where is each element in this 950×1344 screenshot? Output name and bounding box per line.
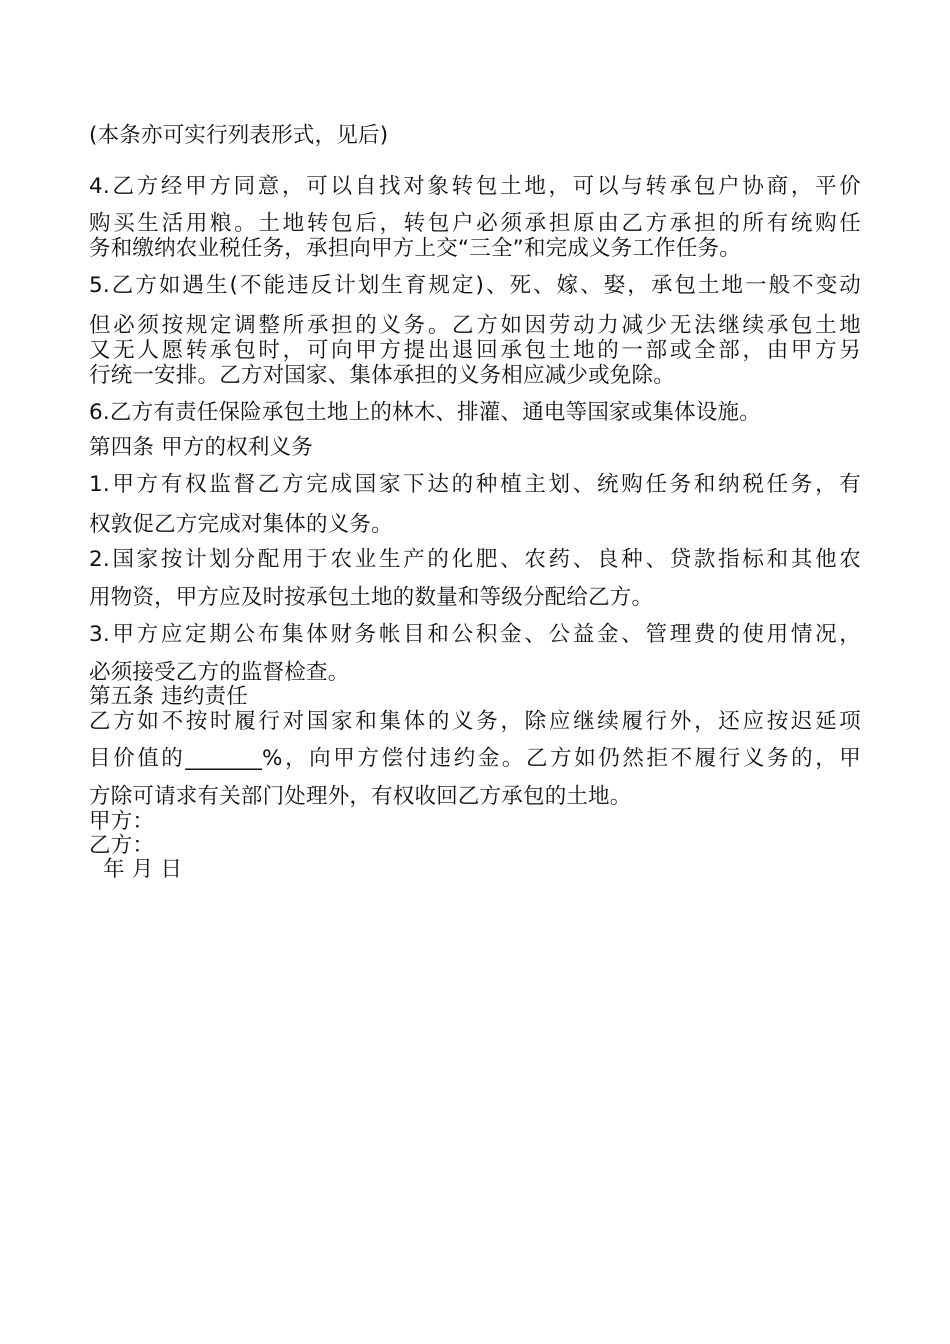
text-line: 乙方如不按时履行对国家和集体的义务，除应继续履行外，还应按迟延项 xyxy=(89,709,861,734)
signature-line-party-b: 乙方： xyxy=(89,833,155,858)
text-line: 务和缴纳农业税任务，承担向甲方上交“三全”和完成义务工作任务。 xyxy=(89,236,741,261)
text-line: 1.甲方有权监督乙方完成国家下达的种植主划、统购任务和纳税任务，有 xyxy=(89,472,861,497)
text-line: 6.乙方有责任保险承包土地上的林木、排灌、通电等国家或集体设施。 xyxy=(89,400,761,425)
text-line: 用物资，甲方应及时按承包土地的数量和等级分配给乙方。 xyxy=(89,585,654,610)
text-line: 权敦促乙方完成对集体的义务。 xyxy=(89,512,393,537)
section-heading: 第四条 甲方的权利义务 xyxy=(89,435,314,460)
text-line: 3.甲方应定期公布集体财务帐目和公积金、公益金、管理费的使用情况， xyxy=(89,622,861,647)
text-line: 行统一安排。乙方对国家、集体承担的义务相应减少或免除。 xyxy=(89,363,675,388)
text-line: 目价值的_______%，向甲方偿付违约金。乙方如仍然拒不履行义务的，甲 xyxy=(89,746,861,771)
text-line: 又无人愿转承包时，可向甲方提出退回承包土地的一部或全部，由甲方另 xyxy=(89,338,861,363)
text-line: 必须接受乙方的监督检查。 xyxy=(89,660,350,685)
signature-line-party-a: 甲方： xyxy=(89,809,155,834)
text-line: 但必须按规定调整所承担的义务。乙方如因劳动力减少无法继续承包土地 xyxy=(89,313,861,338)
text-line: 5.乙方如遇生(不能违反计划生育规定)、死、嫁、娶，承包土地一般不变动 xyxy=(89,273,861,298)
section-heading: 第五条 违约责任 xyxy=(89,684,248,709)
text-line: 2.国家按计划分配用于农业生产的化肥、农药、良种、贷款指标和其他农 xyxy=(89,547,861,572)
text-line: (本条亦可实行列表形式，见后) xyxy=(89,123,389,148)
date-line: 年 月 日 xyxy=(89,857,183,882)
text-line: 购买生活用粮。土地转包后，转包户必须承担原由乙方承担的所有统购任 xyxy=(89,211,861,236)
text-line: 4.乙方经甲方同意，可以自找对象转包土地，可以与转承包户协商，平价 xyxy=(89,174,861,199)
text-line: 方除可请求有关部门处理外，有权收回乙方承包的土地。 xyxy=(89,784,632,809)
